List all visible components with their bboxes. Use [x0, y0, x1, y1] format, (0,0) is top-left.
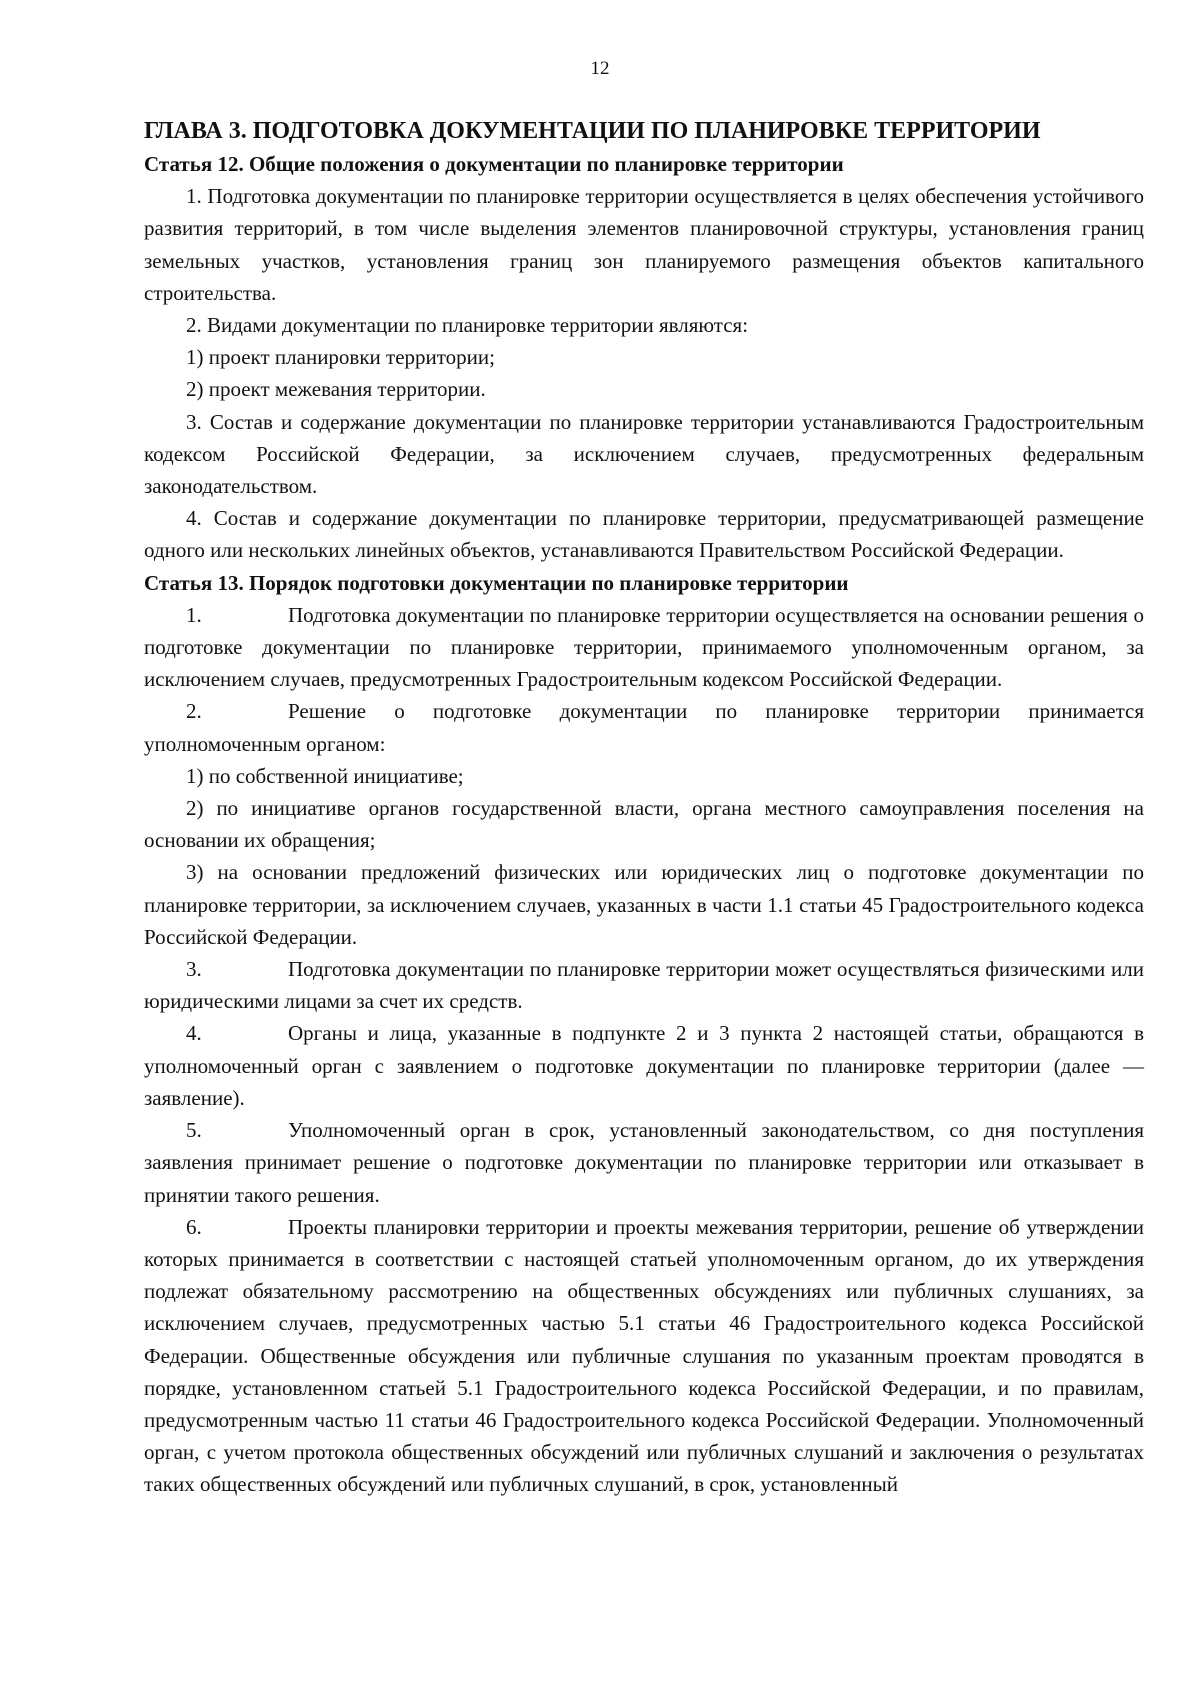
article-13	[144, 567, 1144, 1501]
paragraph-number: 1.	[186, 602, 202, 627]
article-13-paragraph-3	[144, 953, 1144, 1017]
paragraph-text: Подготовка документации по планировке территории может осуществляться физическими или юридическими лицами за счет их средств.	[144, 957, 1144, 1014]
article-12-paragraph-2-item-2: 2) проект межевания территории.	[186, 377, 486, 402]
paragraph-text: Органы и лица, указанные в подпункте 2 и 3 пункта 2 настоящей статьи, обращаются в уполномоченный орган с заявлением о подготовке документации по планировке территории (далее — заявление).	[144, 1021, 1144, 1110]
paragraph-number: 2.	[186, 699, 202, 724]
paragraph-number: 3.	[186, 957, 202, 982]
paragraph-text: Решение о подготовке документации по планировке территории принимается уполномоченным органом:	[144, 699, 1144, 756]
article-12-title: Статья 12. Общие положения о документации по планировке территории	[144, 152, 844, 176]
paragraph-number: 4.	[186, 1021, 202, 1046]
article-13-paragraph-2-item-3: 3) на основании предложений физических или юридических лиц о подготовке документации по планировке территории, за исключением случаев, указанных в части 1.1 статьи 45 Градостроительного кодекса Российской Федерации.	[144, 860, 1144, 949]
article-13-paragraph-1	[144, 599, 1144, 696]
paragraph-number: 6.	[186, 1214, 202, 1239]
article-12-paragraph-4: 4. Состав и содержание документации по планировке территории, предусматривающей размещение одного или нескольких линейных объектов, устанавливаются Правительством Российской Федерации.	[144, 506, 1144, 563]
article-13-paragraph-5	[144, 1114, 1144, 1211]
paragraph-text: Подготовка документации по планировке территории осуществляется на основании решения о подготовке документации по планировке территории, принимаемого уполномоченным органом, за исключением случаев, предусмотренных Градостроительным кодексом Российской Федерации.	[144, 602, 1144, 692]
article-12	[144, 148, 1144, 567]
paragraph-text: Проекты планировки территории и проекты межевания территории, решение об утверждении которых принимается в соответствии с настоящей статьей уполномоченным органом, до их утверждения подлежат обязательному рассмотрению на общественных обсуждениях или публичных слушаниях, за исключением случаев, предусмотренных частью 5.1 статьи 46 Градостроительного кодекса Российской Федерации. Общественные обсуждения или публичные слушания по указанным проектам проводятся в порядке, установленном статьей 5.1 Градостроительного кодекса Российской Федерации, и по правилам, предусмотренным частью 11 статьи 46 Градостроительного кодекса Российской Федерации. Уполномоченный орган, с учетом протокола общественных обсуждений или публичных слушаний и заключения о результатах таких общественных обсуждений или публичных слушаний, в срок, установленный	[144, 1214, 1144, 1497]
article-12-paragraph-2-item-1: 1) проект планировки территории;	[186, 345, 495, 370]
article-13-title: Статья 13. Порядок подготовки документации по планировке территории	[144, 570, 849, 595]
paragraph-number: 5.	[186, 1118, 202, 1143]
document-body	[144, 114, 1144, 1501]
article-13-paragraph-6	[144, 1211, 1144, 1501]
article-13-paragraph-2	[144, 695, 1144, 759]
chapter-title: ГЛАВА 3. ПОДГОТОВКА ДОКУМЕНТАЦИИ ПО ПЛАНИРОВКЕ ТЕРРИТОРИИ	[144, 118, 1041, 144]
article-13-paragraph-4	[144, 1017, 1144, 1114]
article-12-paragraph-1: 1. Подготовка документации по планировке территории осуществляется в целях обеспечения устойчивого развития территорий, в том числе выделения элементов планировочной структуры, установления границ земельных участков, установления границ зон планируемого размещения объектов капитального строительства.	[144, 184, 1144, 305]
article-12-paragraph-3: 3. Состав и содержание документации по планировке территории устанавливаются Градостроительным кодексом Российской Федерации, за исключением случаев, предусмотренных федеральным законодательством.	[144, 409, 1144, 499]
article-12-paragraph-2: 2. Видами документации по планировке территории являются:	[186, 313, 749, 338]
page-number: 12	[590, 58, 610, 79]
article-13-paragraph-2-item-1: 1) по собственной инициативе;	[186, 763, 464, 788]
paragraph-text: Уполномоченный орган в срок, установленный законодательством, со дня поступления заявления принимает решение о подготовке документации по планировке территории или отказывает в принятии такого решения.	[144, 1118, 1144, 1207]
article-13-paragraph-2-item-2: 2) по инициативе органов государственной власти, органа местного самоуправления поселения на основании их обращения;	[144, 796, 1144, 853]
